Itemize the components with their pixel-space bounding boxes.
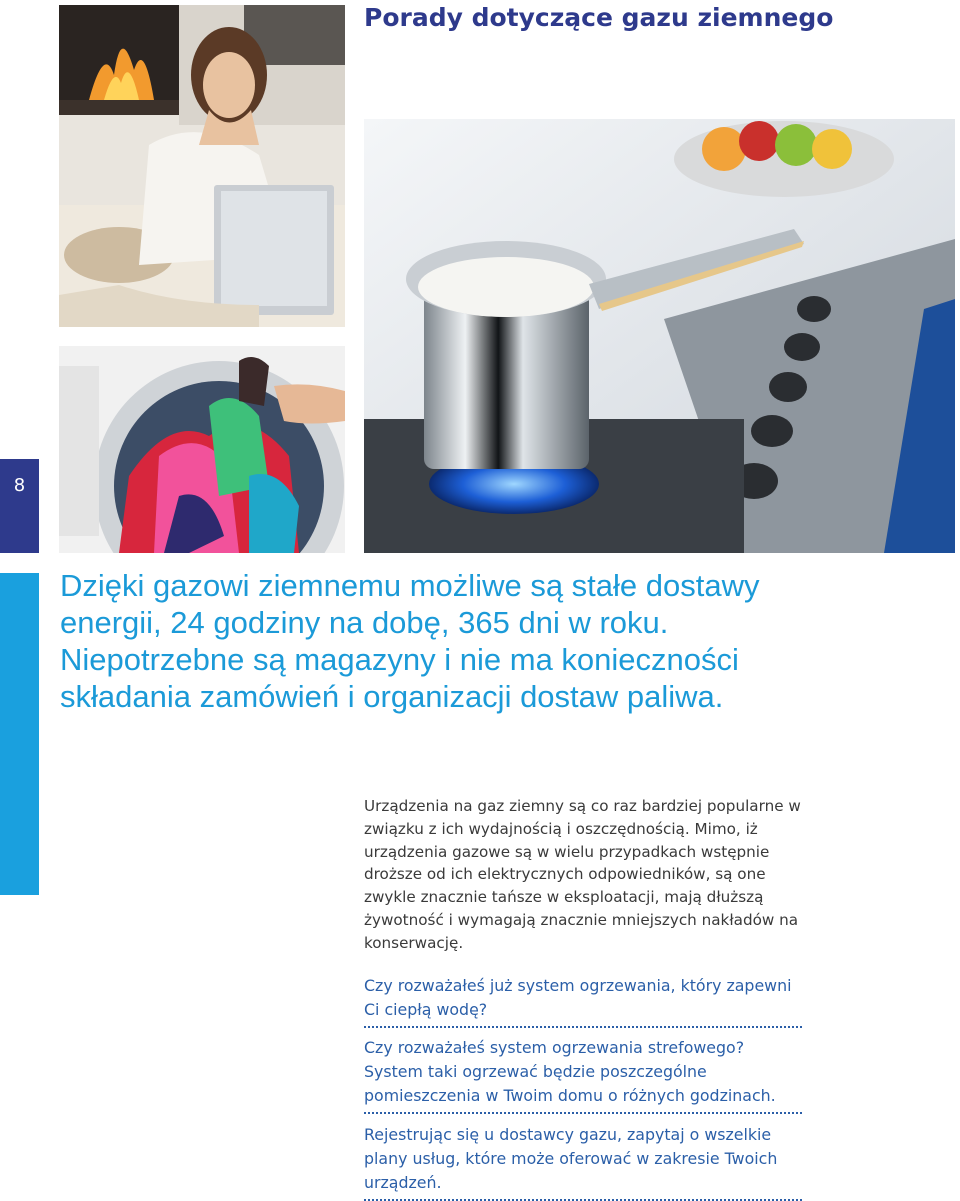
question-item: Czy rozważałeś już system ogrzewania, który zapewni Ci ciepłą wodę? bbox=[364, 974, 802, 1028]
body-paragraph: Urządzenia na gaz ziemny są co raz bardziej popularne w związku z ich wydajnością i oszczędnością. Mimo, iż urządzenia gazowe są w wielu przypadkach wstępnie droższe od ich elektrycznych odpowiedników, są one zwykle znacznie tańsze w eksploatacji, mają dłuższą żywotność i wymagają znacznie mniejszych nakładów na konserwację. bbox=[364, 797, 801, 952]
photo-washing-machine-laundry bbox=[59, 346, 345, 553]
page-title: Porady dotyczące gazu ziemnego bbox=[364, 3, 834, 32]
lead-paragraph: Dzięki gazowi ziemnemu możliwe są stałe dostawy energii, 24 godziny na dobę, 365 dni w roku. Niepotrzebne są magazyny i nie ma konieczności składania zamówień i organizacji dostaw paliwa. bbox=[60, 568, 760, 714]
page-number-tab bbox=[0, 459, 39, 553]
photo-woman-laptop-fireplace bbox=[59, 5, 345, 327]
page-number: 8 bbox=[13, 475, 26, 496]
photo-saucepan-gas-stove bbox=[364, 119, 955, 553]
question-item: Rejestrując się u dostawcy gazu, zapytaj o wszelkie plany usług, które może oferować w zakresie Twoich urządzeń. bbox=[364, 1123, 802, 1201]
accent-bar bbox=[0, 573, 39, 895]
question-item: Czy rozważałeś system ogrzewania strefowego? System taki ogrzewać będzie poszczególne pomieszczenia w Twoim domu o różnych godzinach. bbox=[364, 1036, 802, 1114]
